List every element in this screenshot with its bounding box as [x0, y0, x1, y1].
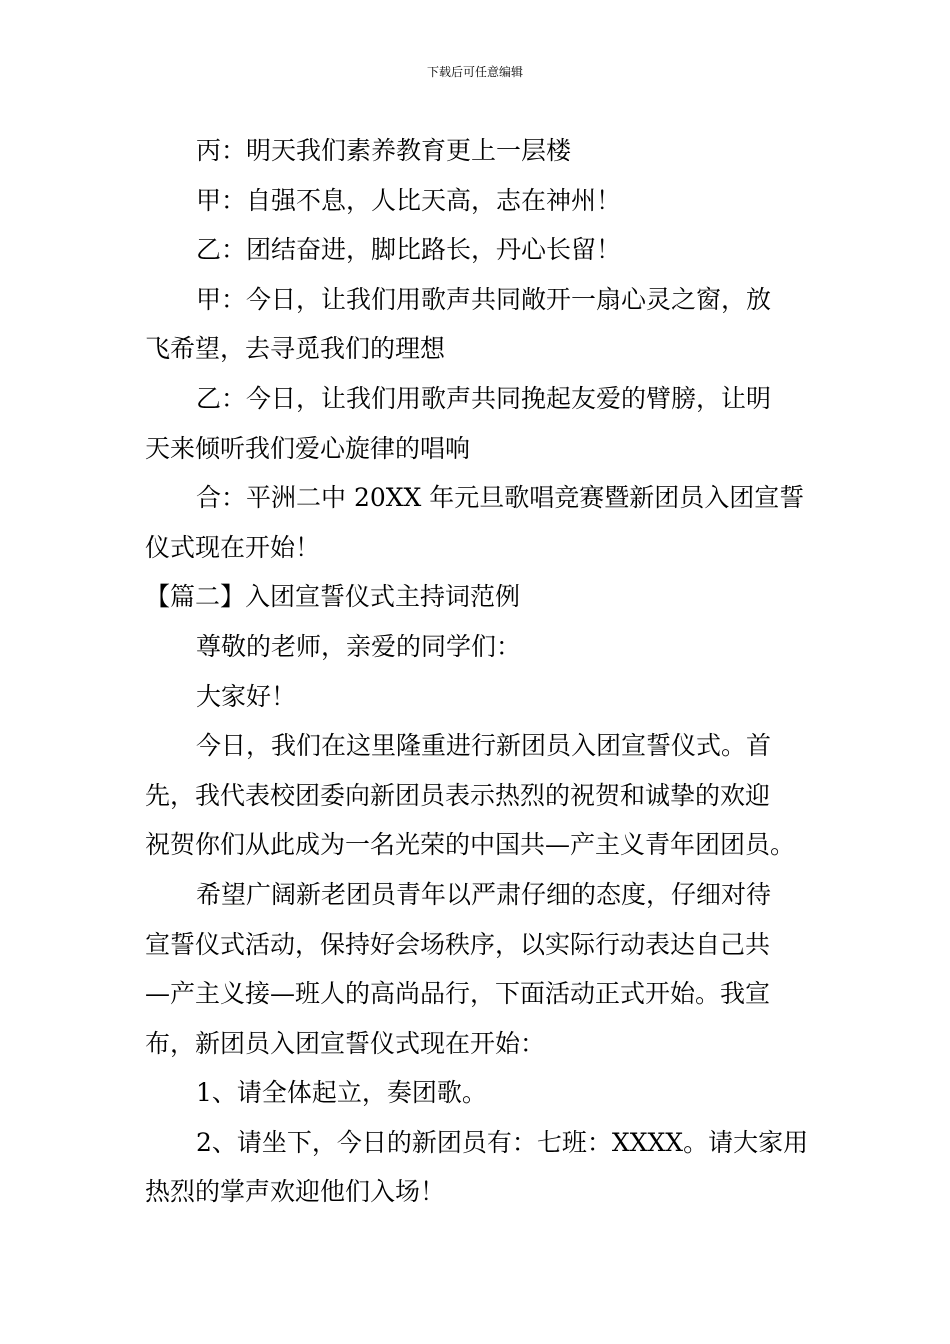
text-line: 丙：明天我们素养教育更上一层楼 — [196, 136, 572, 165]
text-line: 宣誓仪式活动，保持好会场秩序，以实际行动表达自己共 — [145, 929, 771, 959]
text-line: 先，我代表校团委向新团员表示热烈的祝贺和诚挚的欢迎 — [145, 780, 771, 810]
page-header: 下载后可任意编辑 — [426, 65, 523, 79]
text-line: 合：平洲二中 20XX 年元旦歌唱竞赛暨新团员入团宣誓 — [196, 483, 805, 513]
text-line: 1、请全体起立，奏团歌。 — [196, 1078, 487, 1108]
text-line: 热烈的掌声欢迎他们入场！ — [145, 1177, 446, 1207]
text-line: —产主义接—班人的高尚品行，下面活动正式开始。我宣 — [145, 979, 771, 1009]
text-line: 大家好！ — [196, 681, 297, 711]
text-line: 布，新团员入团宣誓仪式现在开始： — [145, 1028, 546, 1058]
text-line: 仪式现在开始！ — [145, 532, 321, 562]
text-line: 祝贺你们从此成为一名光荣的中国共—产主义青年团团员。 — [145, 830, 796, 860]
text-line: 甲：自强不息，人比天高，志在神州！ — [196, 185, 622, 215]
text-line: 飞希望，去寻觅我们的理想 — [145, 334, 446, 364]
document-body — [145, 126, 811, 1217]
text-line: 甲：今日，让我们用歌声共同敞开一扇心灵之窗，放 — [196, 284, 772, 314]
text-line: 2、请坐下，今日的新团员有：七班：XXXX。请大家用 — [196, 1127, 809, 1157]
text-line: 今日，我们在这里隆重进行新团员入团宣誓仪式。首 — [196, 731, 772, 761]
text-line: 尊敬的老师，亲爱的同学们： — [196, 631, 522, 661]
text-line: 乙：今日，让我们用歌声共同挽起友爱的臂膀，让明 — [196, 383, 772, 413]
section-heading: 【篇二】入团宣誓仪式主持词范例 — [145, 582, 521, 612]
text-line: 希望广阔新老团员青年以严肃仔细的态度，仔细对待 — [196, 879, 772, 909]
text-line: 天来倾听我们爱心旋律的唱响 — [145, 433, 471, 463]
text-line: 乙：团结奋进，脚比路长，丹心长留！ — [196, 235, 622, 265]
